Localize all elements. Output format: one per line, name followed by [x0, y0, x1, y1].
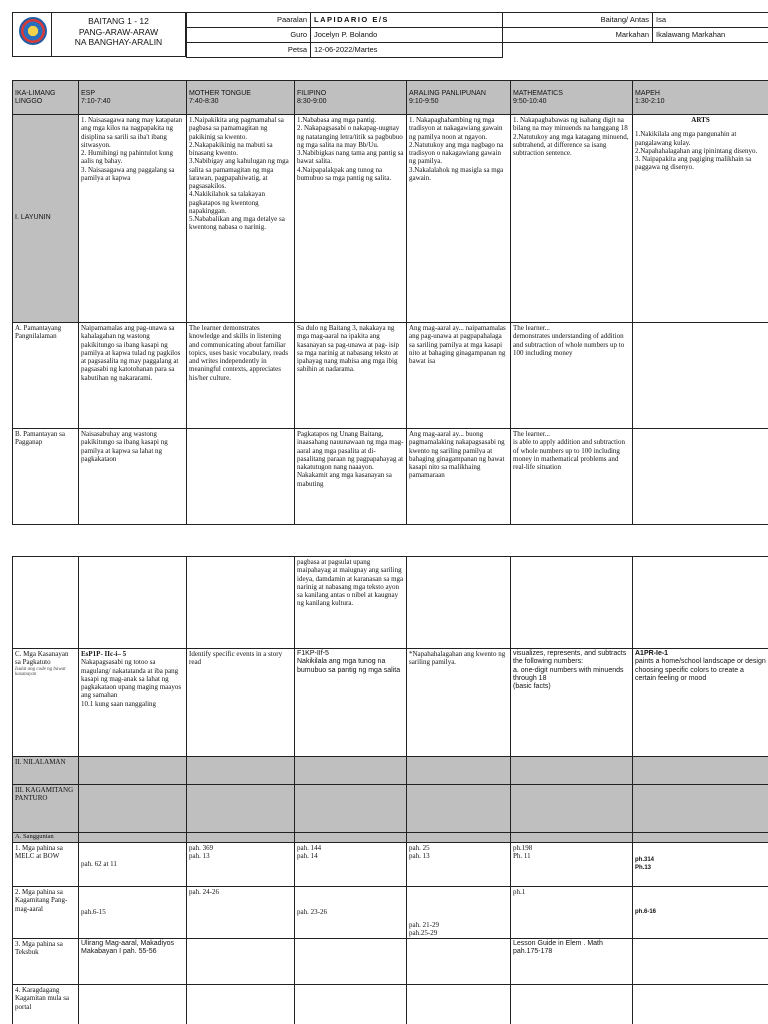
- mapeh-competency: paints a home/school landscape or design choosing specific colors to create a certain feeling or mood: [635, 658, 766, 682]
- kagamitan-cell: [295, 785, 407, 833]
- karagdagang-cell: [79, 985, 187, 1024]
- kasanayan-fil: [295, 649, 407, 757]
- kagamitan-cell: [187, 785, 295, 833]
- karagdagang-cell: [407, 985, 511, 1024]
- kagamitan-cell: [79, 785, 187, 833]
- melc-row: [13, 843, 768, 887]
- layunin-row: [13, 115, 768, 323]
- row-label-sanggunian: A. Sanggunian: [13, 833, 79, 843]
- kasanayan-mapeh: [633, 649, 768, 757]
- pangnilalaman-ap: Ang mag-aaral ay... naipamamalas ang pag-unawa at pagpapahalaga sa sariling pamilya at mga kasapi nito at bahaging ginagampanan ng bawat isa: [407, 323, 511, 429]
- mapeh-objectives: 1.Nakikilala ang mga pangunahin at pangalawang kulay. 2.Napahahalagahan ang ipinintang disenyo. 3. Naipapakita ang pagiging malikhain sa paggawa ng disenyo.: [635, 130, 758, 172]
- melc-mt: pah. 369 pah. 13: [187, 843, 295, 887]
- fil-code: F1KP-IIf-5: [297, 650, 329, 657]
- col-subject: MAPEH: [635, 89, 660, 97]
- col-time: 9:10-9:50: [409, 97, 439, 105]
- pagganap-math: The learner... is able to apply addition and subtraction of whole numbers up to 100 including money in mathematical problems and real-life situation: [511, 429, 633, 525]
- layunin-esp: 1. Naisasagawa nang may katapatan ang mga kilos na nagpapakita ng disiplina sa sarili sa iba't ibang sitwasyon. 2. Humihingi ng pahintulot kung aalis ng bahay. 3. Naisasagawa ang paggalang sa pamilya at kapwa: [79, 115, 187, 323]
- sanggunian-cell: [633, 833, 768, 843]
- row-label-kasanayan: [13, 649, 79, 757]
- col-header-ap: [407, 81, 511, 115]
- col-header-esp: [79, 81, 187, 115]
- nilalaman-cell: [511, 757, 633, 785]
- plan-title: [52, 12, 186, 57]
- row-label-melc: 1. Mga pahina sa MELC at BOW: [13, 843, 79, 887]
- melc-esp: pah. 62 at 11: [79, 843, 187, 887]
- sanggunian-row: [13, 833, 768, 843]
- col-subject: ARALING PANLIPUNAN: [409, 89, 486, 97]
- layunin-mt: 1.Naipakikita ang pagmamahal sa pagbasa sa pamamagitan ng pakikinig sa kwento. 2.Nakapakikinig na mabuti sa binasang kwento. 3.Nabibigay ang kahulugan ng mga salita sa pamamagitan ng mga larawan, pagpapahiwatig, at pagsasakilos. 4.Nakikilahok sa talakayan pagkatapos ng kwentong napakinggan. 5.Nababalikan ang mga detalye sa kwentong nabasa o narinig.: [187, 115, 295, 323]
- sanggunian-cell: [407, 833, 511, 843]
- lesson-plan-table-page1: [12, 80, 768, 525]
- mapeh-arts-title: ARTS: [691, 116, 710, 124]
- nilalaman-cell: [295, 757, 407, 785]
- esp-competency: Nakapagsasabi ng totoo sa magulang/ nakatatanda at iba pang kasapi ng mag-anak sa lahat ng pagkakataon upang maging maayos ang samahan 10.1 kung saan nanggaling: [81, 658, 182, 708]
- pagganap-mt: [187, 429, 295, 525]
- karagdagang-cell: [295, 985, 407, 1024]
- title-line: BAITANG 1 - 12: [88, 16, 149, 26]
- karagdagang-row: [13, 985, 768, 1024]
- row-label-kagamitan: III. KAGAMITANG PANTURO: [13, 785, 79, 833]
- nilalaman-row: [13, 757, 768, 785]
- nilalaman-cell: [187, 757, 295, 785]
- teksbuk-esp: Ulirang Mag-aaral, Makadiyos Makabayan I pah. 55-56: [79, 939, 187, 985]
- sanggunian-cell: [511, 833, 633, 843]
- teksbuk-row: [13, 939, 768, 985]
- nilalaman-cell: [407, 757, 511, 785]
- pangnilalaman-math: The learner... demonstrates understanding of addition and subtraction of whole numbers up to 100 including money: [511, 323, 633, 429]
- layunin-fil: 1.Nababasa ang mga pantig. 2. Nakapagsasabi o nakapag-uugnay ng natatanging letra/titik sa pagbubuo ng mga salita na may Bb/Uu. 3.Nabibigkas nang tama ang pantig sa bawat salita. 4.Naipapalakpak ang tunog na bumubuo sa mga pantig ng salita.: [295, 115, 407, 323]
- col-header-math: [511, 81, 633, 115]
- pangmag-aaral-mt: pah. 24-26: [187, 887, 295, 939]
- paaralan-label: Paaralan: [187, 13, 311, 28]
- teksbuk-mt: [187, 939, 295, 985]
- col-time: 8:30-9:00: [297, 97, 327, 105]
- baitang-value: Isa: [653, 13, 768, 28]
- column-header-row: [13, 81, 768, 115]
- kasanayan-ap: *Napahahalagahan ang kwento ng sariling pamilya.: [407, 649, 511, 757]
- col-subject: ESP: [81, 89, 96, 97]
- row-label-pangnilalaman: A. Pamantayang Pangnilalaman: [13, 323, 79, 429]
- kasanayan-esp: [79, 649, 187, 757]
- guro-label: Guro: [187, 28, 311, 43]
- nilalaman-cell: [633, 757, 768, 785]
- melc-fil: pah. 144 pah. 14: [295, 843, 407, 887]
- markahan-label: Markahan: [503, 28, 653, 43]
- melc-math: ph.198 Ph. 11: [511, 843, 633, 887]
- petsa-value: 12-06-2022/Martes: [311, 43, 503, 58]
- mapeh-code: A1PR-Ie-1: [635, 650, 669, 657]
- school-name: LAPIDARIO E/S: [311, 13, 503, 28]
- row-label-teksbuk: 3. Mga pahina sa Teksbuk: [13, 939, 79, 985]
- row-label-pagganap: B. Pamantayan sa Pagganap: [13, 429, 79, 525]
- header: [12, 12, 768, 57]
- title-line: NA BANGHAY-ARALIN: [74, 37, 163, 48]
- col-subject: MATHEMATICS: [513, 89, 563, 97]
- teksbuk-fil: [295, 939, 407, 985]
- cont-empty: [13, 557, 79, 649]
- info-table: [186, 12, 768, 58]
- cont-empty: [633, 557, 768, 649]
- kagamitan-row: [13, 785, 768, 833]
- col-subject: IKA-LIMANG LINGGO: [15, 89, 56, 105]
- kagamitang-pangmag-aaral-row: [13, 887, 768, 939]
- kasanayan-math: visualizes, represents, and subtracts the following numbers: a. one-digit numbers with minuends through 18 (basic facts): [511, 649, 633, 757]
- fil-competency: Nakikilala ang mga tunog na bumubuo sa pantig ng mga salita: [297, 658, 401, 674]
- esp-code: EsP1P- IIc-i– 5: [81, 650, 127, 658]
- teksbuk-mapeh: [633, 939, 768, 985]
- pangmag-aaral-mapeh: ph.6-16: [633, 887, 768, 939]
- pangnilalaman-fil: Sa dulo ng Baitang 3, nakakaya ng mga mag-aaral na ipakita ang kasanayan sa pag-unawa at pag- isip sa mga narinig at nabasang teksto at ipahayag nang mabisa ang mga ibig sabihin at nadarama.: [295, 323, 407, 429]
- pangmag-aaral-math: ph.1: [511, 887, 633, 939]
- col-header-mt: [187, 81, 295, 115]
- sanggunian-cell: [187, 833, 295, 843]
- nilalaman-cell: [79, 757, 187, 785]
- pagganap-ap: Ang mag-aaral ay... buong pagmamalaking nakapagsasabi ng kwento ng sariling pamilya at bahaging ginagampanan ng bawat kasapi nito sa malikhaing pamamaraan: [407, 429, 511, 525]
- col-time: 9:50-10:40: [513, 97, 547, 105]
- continuation-fil: pagbasa at pagsulat upang maipahayag at maiugnay ang sariling ideya, damdamin at karanasan sa mga narinig at nabasang mga teksto ayon sa kanilang antas o nibel at kaugnay ng kanilang kultura.: [295, 557, 407, 649]
- karagdagang-cell: [187, 985, 295, 1024]
- kasanayan-note: Isulat ang code ng bawat kasanayan: [15, 666, 66, 678]
- pangmag-aaral-ap: pah. 21-29 pah.25-29: [407, 887, 511, 939]
- cont-empty: [187, 557, 295, 649]
- pangmag-aaral-esp: pah.6-15: [79, 887, 187, 939]
- pangnilalaman-mapeh: [633, 323, 768, 429]
- seal-box: [12, 12, 52, 57]
- col-header-mapeh: [633, 81, 768, 115]
- kagamitan-cell: [633, 785, 768, 833]
- row-label-layunin: I. LAYUNIN: [13, 115, 79, 323]
- cont-empty: [511, 557, 633, 649]
- lesson-plan-table-page2: [12, 556, 768, 1024]
- pamantayang-pangnilalaman-row: [13, 323, 768, 429]
- pangnilalaman-mt: The learner demonstrates knowledge and skills in listening and communicating about familiar topics, uses basic vocabulary, reads and writes independently in meaningful contexts, appreciates his/her culture.: [187, 323, 295, 429]
- col-subject: FILIPINO: [297, 89, 327, 97]
- col-subject: MOTHER TONGUE: [189, 89, 251, 97]
- cont-empty: [79, 557, 187, 649]
- sanggunian-cell: [79, 833, 187, 843]
- baitang-label: Baitang/ Antas: [503, 13, 653, 28]
- title-line: PANG-ARAW-ARAW: [78, 26, 159, 37]
- layunin-math: 1. Nakapagbabawas ng isahang digit na bilang na may minuends na hanggang 18 2.Natutukoy ang mga katagang minuend, subtrahend, at difference sa isang subtraction sentence.: [511, 115, 633, 323]
- deped-seal-icon: [19, 17, 47, 45]
- kasanayan-label: C. Mga Kasanayan sa Pagkatuto: [15, 650, 69, 667]
- cont-empty: [407, 557, 511, 649]
- pamantayan-sa-pagganap-row: [13, 429, 768, 525]
- row-label-kagamitang-pangmag-aaral: 2. Mga pahina sa Kagamitang Pang-mag-aaral: [13, 887, 79, 939]
- row-label-karagdagang: 4. Karagdagang Kagamitan mula sa portal: [13, 985, 79, 1024]
- layunin-ap: 1. Nakapaghahambing ng mga tradisyon at nakagawiang gawain ng pamilya noon at ngayon. 2.Natutukoy ang mga nagbago na tradisyon o nakagawiang gawain ng pamilya. 3.Nakalalahok ng masigla sa mga gawain.: [407, 115, 511, 323]
- kasanayan-mt: Identify specific events in a story read: [187, 649, 295, 757]
- pangnilalaman-esp: Naipamamalas ang pag-unawa sa kahalagahan ng wastong pakikitungo sa ibang kasapi ng pamilya at kapwa tulad ng pagkilos at pagsasalita ng may paggalang at pagsasabi ng katotohanan para sa kabutihan ng nakararami.: [79, 323, 187, 429]
- col-time: 1:30-2:10: [635, 97, 665, 105]
- karagdagang-cell: [511, 985, 633, 1024]
- pagganap-mapeh: [633, 429, 768, 525]
- layunin-mapeh: [633, 115, 768, 323]
- sanggunian-cell: [295, 833, 407, 843]
- continuation-row: [13, 557, 768, 649]
- pangmag-aaral-fil: pah. 23-26: [295, 887, 407, 939]
- karagdagang-cell: [633, 985, 768, 1024]
- col-header-fil: [295, 81, 407, 115]
- kasanayan-row: [13, 649, 768, 757]
- col-time: 7:10-7:40: [81, 97, 111, 105]
- kagamitan-cell: [407, 785, 511, 833]
- melc-mapeh: ph.314 Ph.13: [633, 843, 768, 887]
- pagganap-fil: Pagkatapos ng Unang Baitang, inaasahang nauunawaan ng mga mag-aaral ang mga pasalita at di-pasalitang paraan ng pagpapahayag at nakatutugon nang naaayon. Nakakamit ang mga kasanayan sa mabuting: [295, 429, 407, 525]
- col-header-week: [13, 81, 79, 115]
- petsa-label: Petsa: [187, 43, 311, 58]
- melc-ap: pah. 25 pah. 13: [407, 843, 511, 887]
- teksbuk-ap: [407, 939, 511, 985]
- pagganap-esp: Naisasabuhay ang wastong pakikitungo sa ibang kasapi ng pamilya at kapwa sa lahat ng pagkakataon: [79, 429, 187, 525]
- teksbuk-math: Lesson Guide in Elem . Math pah.175-178: [511, 939, 633, 985]
- row-label-nilalaman: II. NILALAMAN: [13, 757, 79, 785]
- markahan-value: Ikalawang Markahan: [653, 28, 768, 43]
- kagamitan-cell: [511, 785, 633, 833]
- col-time: 7:40-8:30: [189, 97, 219, 105]
- guro-value: Jocelyn P. Bolando: [311, 28, 503, 43]
